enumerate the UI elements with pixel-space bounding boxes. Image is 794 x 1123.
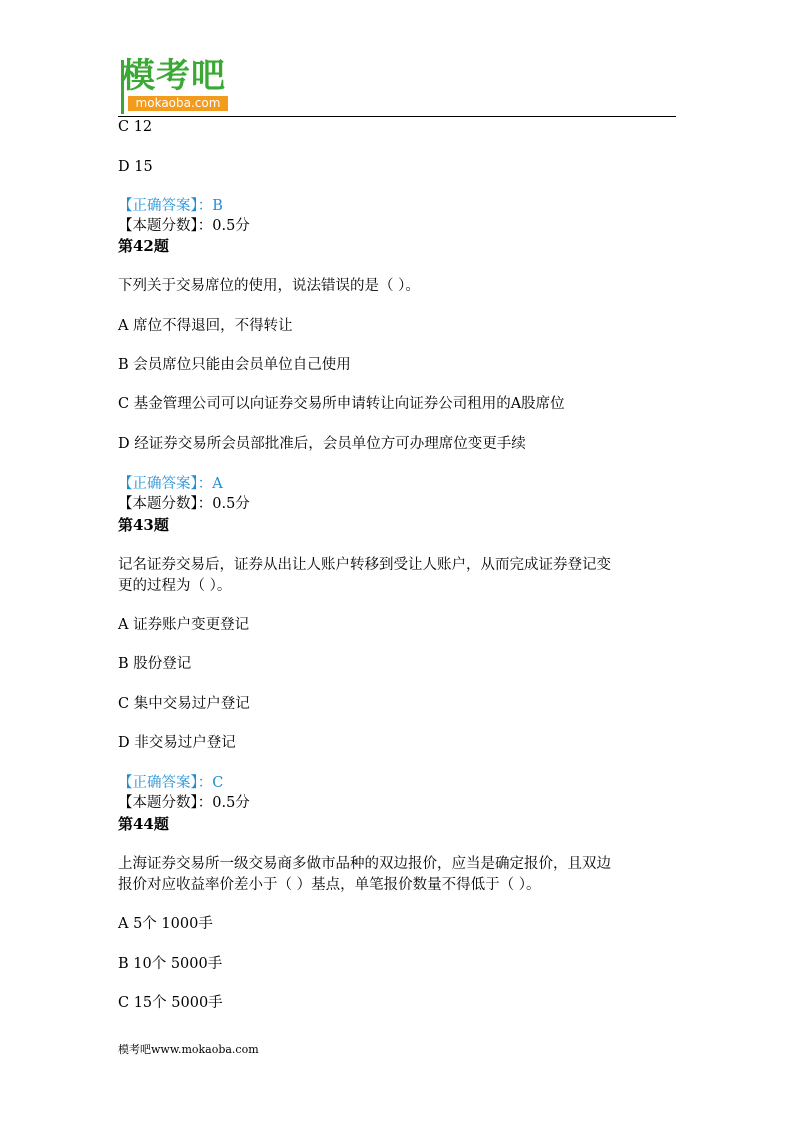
option-c: C 集中交易过户登记: [118, 696, 250, 712]
question-text: 下列关于交易席位的使用，说法错误的是（ ）。: [118, 278, 420, 294]
logo-url: mokaoba.com: [128, 96, 228, 111]
page-footer: 模考吧www.mokaoba.com: [118, 1043, 259, 1056]
question-score: 【本题分数】：0.5分: [118, 218, 250, 234]
option-d: D 非交易过户登记: [118, 735, 236, 751]
question-score: 【本题分数】：0.5分: [118, 795, 250, 811]
question-text-line2: 更的过程为（ ）。: [118, 578, 232, 594]
correct-answer: 【正确答案】：B: [118, 198, 223, 214]
mokaoba-logo: [118, 56, 230, 114]
question-text-line1: 上海证券交易所一级交易商多做市品种的双边报价，应当是确定报价，且双边: [118, 856, 611, 872]
header-rule: [118, 116, 676, 117]
option-b: B 股份登记: [118, 656, 192, 672]
question-text-line2: 报价对应收益率价差小于（ ）基点，单笔报价数量不得低于（ ）。: [118, 877, 541, 893]
option-b: B 会员席位只能由会员单位自己使用: [118, 357, 351, 373]
option-a: A 5个 1000手: [118, 916, 213, 932]
question-number: 第44题: [118, 815, 169, 833]
option-b: B 10个 5000手: [118, 956, 223, 972]
option-d: D 经证券交易所会员部批准后，会员单位方可办理席位变更手续: [118, 436, 526, 452]
option-a: A 证券账户变更登记: [118, 617, 250, 633]
page-header: [118, 56, 676, 118]
question-number: 第42题: [118, 237, 169, 255]
option-c: C 12: [118, 119, 153, 135]
option-c: C 15个 5000手: [118, 995, 223, 1011]
question-number: 第43题: [118, 516, 169, 534]
question-text-line1: 记名证券交易后，证券从出让人账户转移到受让人账户，从而完成证券登记变: [118, 557, 611, 573]
option-a: A 席位不得退回，不得转让: [118, 318, 293, 334]
option-c: C 基金管理公司可以向证券交易所申请转让向证券公司租用的A股席位: [118, 396, 565, 412]
correct-answer: 【正确答案】：C: [118, 775, 224, 791]
question-score: 【本题分数】：0.5分: [118, 496, 250, 512]
logo-text: 模考吧: [121, 56, 226, 96]
option-d: D 15: [118, 159, 153, 175]
correct-answer: 【正确答案】：A: [118, 476, 223, 492]
